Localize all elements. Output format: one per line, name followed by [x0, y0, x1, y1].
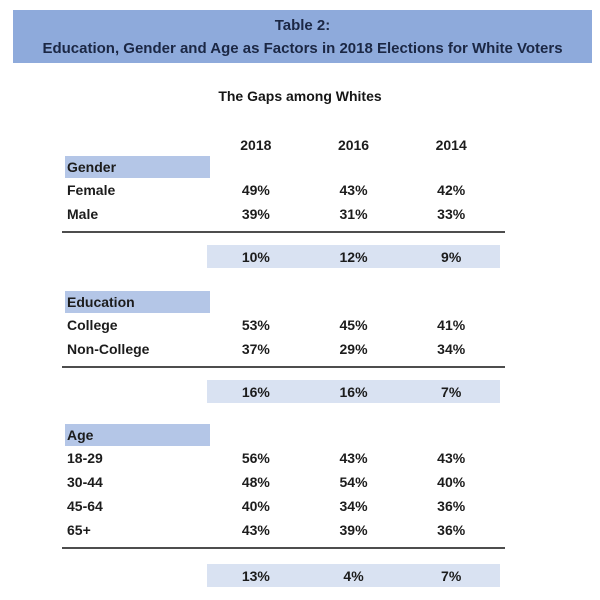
cell-value: 43%	[437, 450, 466, 466]
column-header-row	[65, 136, 510, 154]
cell-value: 54%	[339, 474, 368, 490]
column-header-2014: 2014	[435, 137, 467, 153]
gap-value: 12%	[339, 248, 368, 265]
table-row	[65, 313, 510, 337]
cell-value: 37%	[241, 341, 270, 357]
cell-value: 43%	[339, 450, 368, 466]
table-title-band	[13, 10, 592, 63]
row-label: Male	[67, 206, 99, 222]
row-label: 18-29	[67, 450, 103, 466]
cell-value: 33%	[437, 206, 466, 222]
table-main-title: Education, Gender and Age as Factors in 2018 Elections for White Voters	[42, 39, 563, 57]
gap-row-education	[207, 380, 500, 403]
cell-value: 40%	[437, 474, 466, 490]
cell-value: 49%	[241, 182, 270, 198]
cell-value: 36%	[437, 498, 466, 514]
row-label: Non-College	[67, 341, 150, 357]
gap-value: 13%	[241, 567, 270, 584]
cell-value: 43%	[241, 522, 270, 538]
gap-row-age	[207, 564, 500, 587]
data-table	[65, 136, 510, 587]
gap-value: 9%	[441, 248, 462, 265]
cell-value: 43%	[339, 182, 368, 198]
cell-value: 34%	[437, 341, 466, 357]
section-header-age: Age	[65, 424, 210, 446]
cell-value: 29%	[339, 341, 368, 357]
gap-value: 10%	[241, 248, 270, 265]
table-number-title: Table 2:	[274, 16, 331, 34]
table-subtitle: The Gaps among Whites	[218, 88, 382, 104]
gap-value: 16%	[241, 383, 270, 400]
section-header-gender: Gender	[65, 156, 210, 178]
section-header-education: Education	[65, 291, 210, 313]
cell-value: 40%	[241, 498, 270, 514]
cell-value: 42%	[437, 182, 466, 198]
cell-value: 48%	[241, 474, 270, 490]
table-row	[65, 337, 510, 361]
cell-value: 45%	[339, 317, 368, 333]
cell-value: 34%	[339, 498, 368, 514]
cell-value: 36%	[437, 522, 466, 538]
row-label: College	[67, 317, 118, 333]
cell-value: 39%	[339, 522, 368, 538]
gap-value: 4%	[343, 567, 364, 584]
table-row	[65, 446, 510, 470]
column-header-2016: 2016	[337, 137, 370, 153]
cell-value: 53%	[241, 317, 270, 333]
cell-value: 31%	[339, 206, 368, 222]
gap-row-gender	[207, 245, 500, 268]
row-label: 45-64	[67, 498, 103, 514]
cell-value: 56%	[241, 450, 270, 466]
gap-value: 16%	[339, 383, 368, 400]
cell-value: 41%	[437, 317, 466, 333]
row-label: 65+	[67, 522, 91, 538]
column-header-2018: 2018	[240, 137, 272, 153]
table-row	[65, 178, 510, 202]
gap-value: 7%	[441, 567, 462, 584]
gap-value: 7%	[441, 383, 462, 400]
table-row	[65, 470, 510, 494]
row-label: 30-44	[67, 474, 103, 490]
row-label: Female	[67, 182, 116, 198]
table-row	[65, 202, 510, 226]
separator-line	[62, 547, 505, 549]
separator-line	[62, 231, 505, 233]
cell-value: 39%	[241, 206, 270, 222]
separator-line	[62, 366, 505, 368]
table-row	[65, 494, 510, 518]
table-row	[65, 518, 510, 542]
